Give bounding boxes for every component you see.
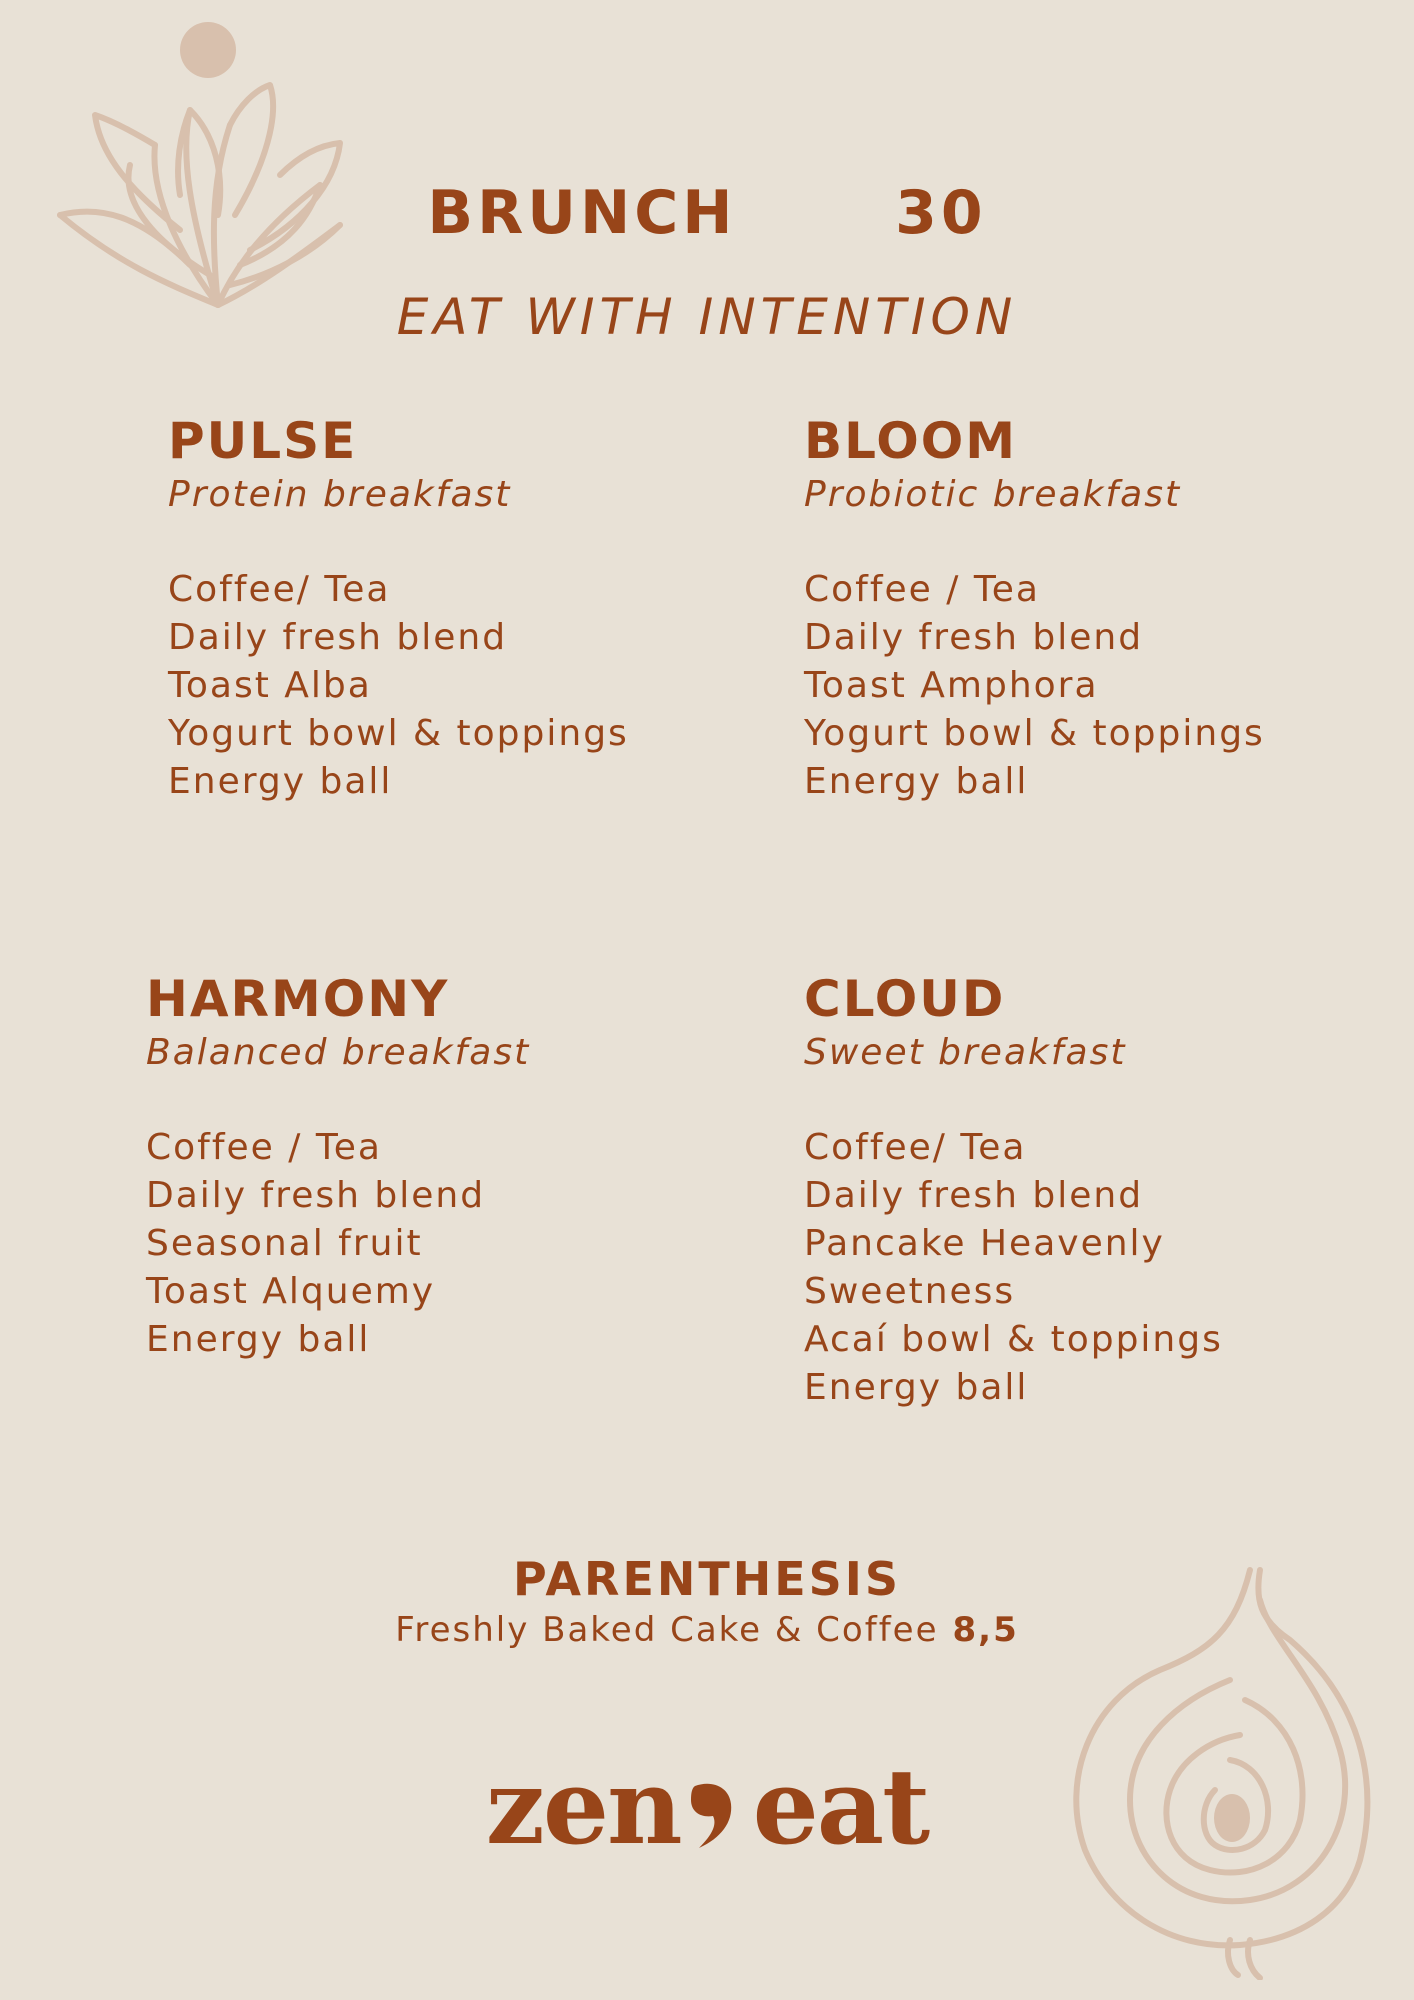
menu-title: BRUNCH 30 xyxy=(427,178,987,248)
logo-left-text: zen xyxy=(485,1745,681,1868)
menu-item: Yogurt bowl & toppings xyxy=(168,713,629,754)
parenthesis-title: PARENTHESIS xyxy=(512,1552,902,1606)
brand-logo xyxy=(0,1745,1414,1868)
menu-item: Toast Alquemy xyxy=(146,1271,436,1312)
menu-item: Daily fresh blend xyxy=(804,1175,1144,1216)
menu-item: Pancake Heavenly xyxy=(804,1223,1165,1264)
section-items xyxy=(146,1124,706,1364)
menu-item: Coffee / Tea xyxy=(804,569,1040,610)
menu-tagline: EAT WITH INTENTION xyxy=(396,288,1018,346)
menu-item: Coffee/ Tea xyxy=(804,1127,1027,1168)
menu-item: Acaí bowl & toppings xyxy=(804,1319,1223,1360)
section-subtitle: Protein breakfast xyxy=(168,474,512,515)
logo-right-text: eat xyxy=(752,1745,929,1868)
section-name: HARMONY xyxy=(146,970,450,1028)
section-items xyxy=(168,566,728,806)
section-name: BLOOM xyxy=(804,412,1017,470)
section-subtitle: Sweet breakfast xyxy=(804,1032,1127,1073)
menu-item: Toast Alba xyxy=(168,665,372,706)
menu-item: Coffee / Tea xyxy=(146,1127,382,1168)
menu-item: Energy ball xyxy=(168,761,393,802)
menu-item: Coffee/ Tea xyxy=(168,569,391,610)
menu-section-cloud xyxy=(804,970,1364,1412)
logo-mark-icon xyxy=(677,1776,757,1856)
parenthesis-line xyxy=(0,1610,1414,1650)
section-name: PULSE xyxy=(168,412,358,470)
menu-item: Yogurt bowl & toppings xyxy=(804,713,1265,754)
leaf-sprig-icon xyxy=(40,15,360,315)
menu-section-harmony xyxy=(146,970,706,1364)
parenthesis-item: Freshly Baked Cake & Coffee xyxy=(395,1610,939,1650)
menu-section-bloom xyxy=(804,412,1364,806)
menu-item: Sweetness xyxy=(804,1271,1016,1312)
menu-item: Toast Amphora xyxy=(804,665,1099,706)
menu-item: Energy ball xyxy=(146,1319,371,1360)
section-subtitle: Balanced breakfast xyxy=(146,1032,531,1073)
section-subtitle: Probiotic breakfast xyxy=(804,474,1182,515)
menu-item: Daily fresh blend xyxy=(804,617,1144,658)
menu-item: Daily fresh blend xyxy=(168,617,508,658)
section-items xyxy=(804,1124,1364,1412)
menu-item: Energy ball xyxy=(804,1367,1029,1408)
section-items xyxy=(804,566,1364,806)
section-name: CLOUD xyxy=(804,970,1006,1028)
menu-item: Seasonal fruit xyxy=(146,1223,423,1264)
menu-section-pulse xyxy=(168,412,728,806)
parenthesis-price: 8,5 xyxy=(952,1610,1019,1650)
menu-item: Energy ball xyxy=(804,761,1029,802)
menu-item: Daily fresh blend xyxy=(146,1175,486,1216)
